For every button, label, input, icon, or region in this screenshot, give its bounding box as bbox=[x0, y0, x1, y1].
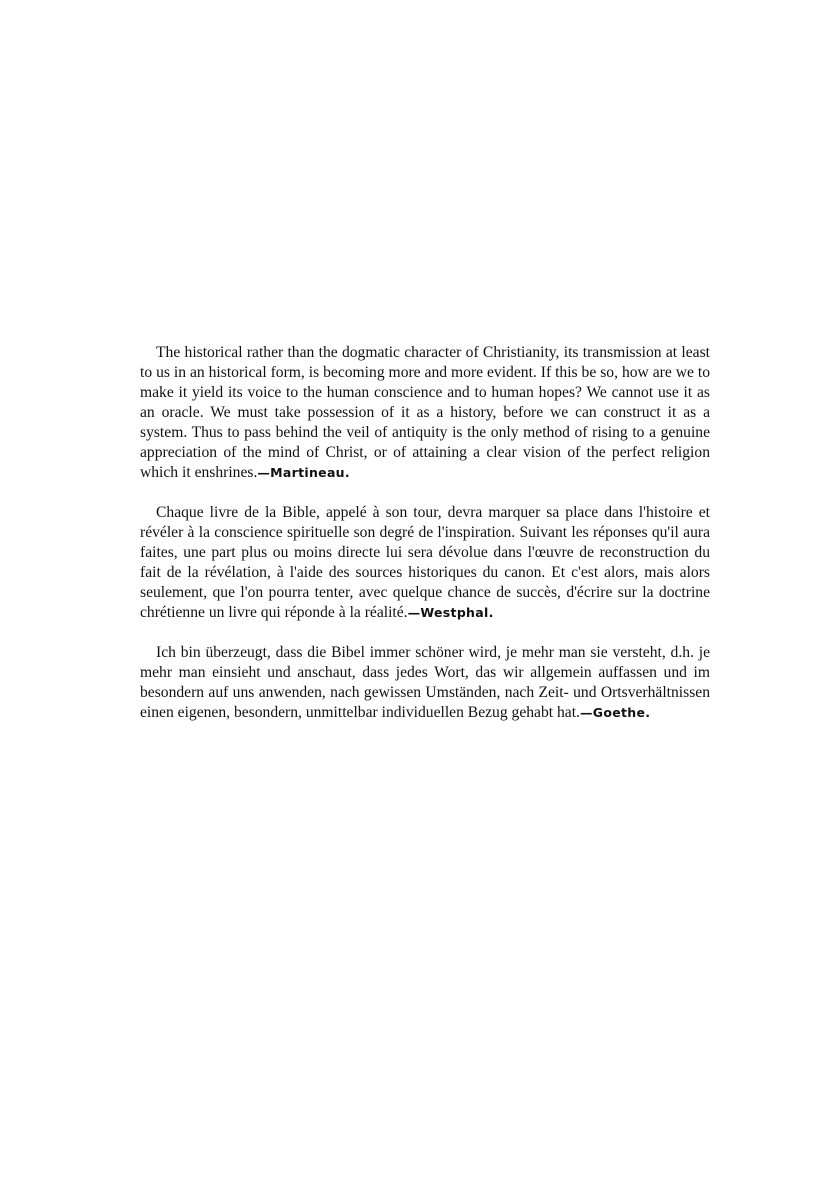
quote-author: —Martineau. bbox=[257, 465, 350, 480]
epigraph-block bbox=[140, 343, 710, 743]
quote-text: Ich bin überzeugt, dass die Bibel immer schöner wird, je mehr man sie versteht, d.h. je mehr man einsieht und anschaut, dass jedes Wort, das wir allgemein auffassen und im besondern auf uns anwenden, nach gewissen Umständen, nach Zeit- und Ortsverhältnissen einen eigenen, besondern, unmittelbar individuellen Bezug gehabt hat. bbox=[140, 644, 710, 721]
quote-martineau bbox=[140, 343, 710, 483]
quote-text: Chaque livre de la Bible, appelé à son tour, devra marquer sa place dans l'histoire et révéler à la conscience spirituelle son degré de l'inspiration. Suivant les réponses qu'il aura faites, une part plus ou moins directe lui sera dévolue dans l'œuvre de reconstruction du fait de la révélation, à l'aide des sources historiques du canon. Et c'est alors, mais alors seulement, que l'on pourra tenter, avec quelque chance de succès, d'écrire sur la doctrine chrétienne un livre qui réponde à la réalité. bbox=[140, 504, 710, 621]
quote-author: —Goethe. bbox=[579, 705, 651, 720]
quote-text: The historical rather than the dogmatic character of Christianity, its transmission at least to us in an historical form, is becoming more and more evident. If this be so, how are we to make it yield its voice to the human conscience and to human hopes? We cannot use it as an oracle. We must take possession of it as a history, before we can construct it as a system. Thus to pass behind the veil of antiquity is the only method of rising to a genuine appreciation of the mind of Christ, or of attaining a clear vision of the perfect religion which it enshrines. bbox=[140, 344, 710, 481]
quote-author: —Westphal. bbox=[407, 605, 494, 620]
quote-goethe bbox=[140, 643, 710, 723]
quote-westphal bbox=[140, 503, 710, 623]
